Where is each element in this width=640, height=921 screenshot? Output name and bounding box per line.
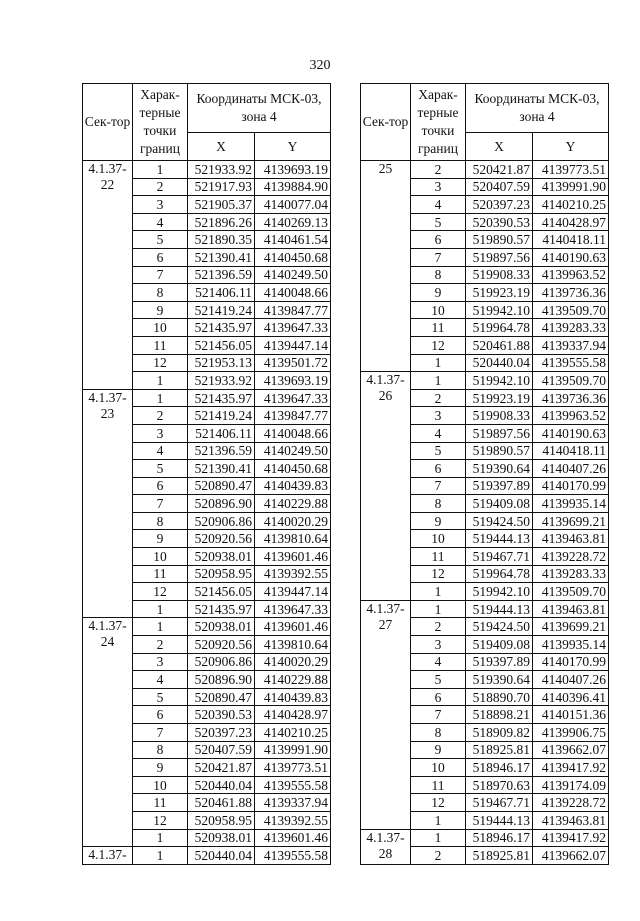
y-cell: 4140461.54 xyxy=(255,231,331,249)
x-cell: 521396.59 xyxy=(188,442,255,460)
table-row xyxy=(83,161,331,179)
y-cell: 4139463.81 xyxy=(533,811,609,829)
point-cell: 1 xyxy=(133,600,188,618)
x-cell: 519390.64 xyxy=(466,671,533,689)
point-cell: 11 xyxy=(133,565,188,583)
y-cell: 4139810.64 xyxy=(255,530,331,548)
point-cell: 10 xyxy=(411,759,466,777)
y-cell: 4139693.19 xyxy=(255,161,331,179)
y-cell: 4139601.46 xyxy=(255,548,331,566)
y-cell: 4139736.36 xyxy=(533,284,609,302)
y-cell: 4139847.77 xyxy=(255,407,331,425)
y-cell: 4139228.72 xyxy=(533,548,609,566)
sector-header: Сек-тор xyxy=(83,84,133,161)
point-cell: 9 xyxy=(411,741,466,759)
point-cell: 12 xyxy=(411,336,466,354)
y-cell: 4140439.83 xyxy=(255,688,331,706)
point-cell: 1 xyxy=(133,389,188,407)
point-cell: 1 xyxy=(133,847,188,865)
y-cell: 4139647.33 xyxy=(255,389,331,407)
y-cell: 4140048.66 xyxy=(255,424,331,442)
y-cell: 4140190.63 xyxy=(533,424,609,442)
x-cell: 520440.04 xyxy=(188,847,255,865)
x-cell: 520421.87 xyxy=(188,759,255,777)
y-cell: 4139509.70 xyxy=(533,372,609,390)
coordinates-table-left xyxy=(82,83,331,865)
x-cell: 519942.10 xyxy=(466,583,533,601)
point-cell: 3 xyxy=(411,178,466,196)
y-cell: 4140020.29 xyxy=(255,653,331,671)
table-row xyxy=(361,372,609,390)
point-cell: 8 xyxy=(133,741,188,759)
point-cell: 8 xyxy=(133,512,188,530)
point-cell: 1 xyxy=(411,372,466,390)
y-cell: 4140048.66 xyxy=(255,284,331,302)
x-cell: 520407.59 xyxy=(188,741,255,759)
y-cell: 4139555.58 xyxy=(255,776,331,794)
y-cell: 4139509.70 xyxy=(533,301,609,319)
y-cell: 4140407.26 xyxy=(533,460,609,478)
x-cell: 519390.64 xyxy=(466,460,533,478)
y-cell: 4140210.25 xyxy=(533,196,609,214)
x-cell: 520958.95 xyxy=(188,565,255,583)
point-cell: 4 xyxy=(133,213,188,231)
y-cell: 4139601.46 xyxy=(255,618,331,636)
point-cell: 8 xyxy=(411,266,466,284)
x-header: X xyxy=(466,133,533,161)
y-cell: 4139417.92 xyxy=(533,829,609,847)
point-cell: 6 xyxy=(133,248,188,266)
point-cell: 9 xyxy=(133,759,188,777)
point-cell: 5 xyxy=(411,442,466,460)
x-cell: 521406.11 xyxy=(188,424,255,442)
point-cell: 1 xyxy=(411,811,466,829)
point-cell: 7 xyxy=(411,477,466,495)
x-cell: 518970.63 xyxy=(466,776,533,794)
point-cell: 4 xyxy=(133,442,188,460)
point-cell: 6 xyxy=(133,477,188,495)
x-cell: 521890.35 xyxy=(188,231,255,249)
x-cell: 518909.82 xyxy=(466,724,533,742)
point-cell: 1 xyxy=(411,829,466,847)
y-cell: 4140418.11 xyxy=(533,231,609,249)
y-cell: 4140428.97 xyxy=(255,706,331,724)
point-cell: 12 xyxy=(133,354,188,372)
x-cell: 519923.19 xyxy=(466,389,533,407)
x-cell: 520440.04 xyxy=(466,354,533,372)
x-cell: 520890.47 xyxy=(188,477,255,495)
y-cell: 4139447.14 xyxy=(255,336,331,354)
point-cell: 11 xyxy=(411,319,466,337)
sector-cell: 4.1.37-22 xyxy=(83,161,133,390)
x-cell: 521419.24 xyxy=(188,407,255,425)
y-cell: 4140428.97 xyxy=(533,213,609,231)
point-cell: 1 xyxy=(411,600,466,618)
y-header: Y xyxy=(255,133,331,161)
point-cell: 1 xyxy=(133,829,188,847)
point-cell: 12 xyxy=(133,811,188,829)
y-cell: 4140190.63 xyxy=(533,248,609,266)
y-cell: 4139693.19 xyxy=(255,372,331,390)
y-cell: 4139991.90 xyxy=(255,741,331,759)
point-cell: 2 xyxy=(133,178,188,196)
point-cell: 5 xyxy=(133,460,188,478)
x-cell: 521933.92 xyxy=(188,372,255,390)
x-cell: 521435.97 xyxy=(188,319,255,337)
x-cell: 520461.88 xyxy=(466,336,533,354)
y-cell: 4139447.14 xyxy=(255,583,331,601)
point-cell: 6 xyxy=(411,688,466,706)
point-cell: 3 xyxy=(133,424,188,442)
point-cell: 10 xyxy=(411,301,466,319)
x-cell: 520407.59 xyxy=(466,178,533,196)
point-cell: 4 xyxy=(133,671,188,689)
y-header: Y xyxy=(533,133,609,161)
point-cell: 6 xyxy=(411,460,466,478)
table-row xyxy=(83,618,331,636)
point-cell: 2 xyxy=(411,161,466,179)
y-cell: 4140210.25 xyxy=(255,724,331,742)
x-header: X xyxy=(188,133,255,161)
point-cell: 3 xyxy=(133,196,188,214)
x-cell: 519942.10 xyxy=(466,372,533,390)
x-cell: 520461.88 xyxy=(188,794,255,812)
point-cell: 3 xyxy=(411,407,466,425)
x-cell: 518946.17 xyxy=(466,829,533,847)
x-cell: 521396.59 xyxy=(188,266,255,284)
points-header: Харак-терные точки границ xyxy=(411,84,466,161)
sector-cell: 4.1.37- xyxy=(83,847,133,865)
sector-header: Сек-тор xyxy=(361,84,411,161)
x-cell: 519467.71 xyxy=(466,548,533,566)
y-cell: 4139963.52 xyxy=(533,407,609,425)
point-cell: 10 xyxy=(133,548,188,566)
x-cell: 521406.11 xyxy=(188,284,255,302)
point-cell: 1 xyxy=(133,618,188,636)
point-cell: 7 xyxy=(133,724,188,742)
y-cell: 4139699.21 xyxy=(533,512,609,530)
x-cell: 519444.13 xyxy=(466,530,533,548)
y-cell: 4139228.72 xyxy=(533,794,609,812)
x-cell: 521896.26 xyxy=(188,213,255,231)
point-cell: 3 xyxy=(411,636,466,654)
point-cell: 11 xyxy=(411,776,466,794)
y-cell: 4139555.58 xyxy=(533,354,609,372)
table-row xyxy=(83,847,331,865)
x-cell: 518946.17 xyxy=(466,759,533,777)
y-cell: 4139847.77 xyxy=(255,301,331,319)
x-cell: 518925.81 xyxy=(466,741,533,759)
y-cell: 4139555.58 xyxy=(255,847,331,865)
point-cell: 8 xyxy=(133,284,188,302)
x-cell: 519409.08 xyxy=(466,495,533,513)
point-cell: 11 xyxy=(133,336,188,354)
table-row xyxy=(361,600,609,618)
point-cell: 12 xyxy=(411,565,466,583)
x-cell: 519942.10 xyxy=(466,301,533,319)
y-cell: 4139699.21 xyxy=(533,618,609,636)
point-cell: 6 xyxy=(133,706,188,724)
y-cell: 4140418.11 xyxy=(533,442,609,460)
point-cell: 3 xyxy=(133,653,188,671)
point-cell: 2 xyxy=(133,407,188,425)
x-cell: 519890.57 xyxy=(466,231,533,249)
x-cell: 518925.81 xyxy=(466,847,533,865)
y-cell: 4139392.55 xyxy=(255,811,331,829)
y-cell: 4139601.46 xyxy=(255,829,331,847)
y-cell: 4139417.92 xyxy=(533,759,609,777)
x-cell: 520958.95 xyxy=(188,811,255,829)
x-cell: 519964.78 xyxy=(466,319,533,337)
x-cell: 520906.86 xyxy=(188,653,255,671)
x-cell: 521953.13 xyxy=(188,354,255,372)
point-cell: 9 xyxy=(411,512,466,530)
x-cell: 520390.53 xyxy=(466,213,533,231)
y-cell: 4139463.81 xyxy=(533,530,609,548)
x-cell: 521456.05 xyxy=(188,583,255,601)
point-cell: 1 xyxy=(133,161,188,179)
x-cell: 519409.08 xyxy=(466,636,533,654)
x-cell: 520938.01 xyxy=(188,618,255,636)
x-cell: 520938.01 xyxy=(188,548,255,566)
sector-cell: 4.1.37-23 xyxy=(83,389,133,618)
point-cell: 5 xyxy=(133,231,188,249)
x-cell: 518898.21 xyxy=(466,706,533,724)
point-cell: 5 xyxy=(133,688,188,706)
point-cell: 12 xyxy=(411,794,466,812)
x-cell: 520397.23 xyxy=(188,724,255,742)
x-cell: 521456.05 xyxy=(188,336,255,354)
y-cell: 4139773.51 xyxy=(533,161,609,179)
x-cell: 519897.56 xyxy=(466,424,533,442)
x-cell: 521390.41 xyxy=(188,460,255,478)
point-cell: 6 xyxy=(411,231,466,249)
point-cell: 2 xyxy=(133,636,188,654)
x-cell: 520920.56 xyxy=(188,530,255,548)
y-cell: 4139337.94 xyxy=(255,794,331,812)
y-cell: 4139810.64 xyxy=(255,636,331,654)
y-cell: 4140020.29 xyxy=(255,512,331,530)
sector-cell: 4.1.37-28 xyxy=(361,829,411,864)
point-cell: 5 xyxy=(411,671,466,689)
point-cell: 9 xyxy=(133,530,188,548)
x-cell: 521419.24 xyxy=(188,301,255,319)
x-cell: 521435.97 xyxy=(188,600,255,618)
y-cell: 4139991.90 xyxy=(533,178,609,196)
point-cell: 7 xyxy=(411,248,466,266)
y-cell: 4140229.88 xyxy=(255,495,331,513)
x-cell: 520920.56 xyxy=(188,636,255,654)
y-cell: 4140151.36 xyxy=(533,706,609,724)
x-cell: 520896.90 xyxy=(188,495,255,513)
table-row xyxy=(361,829,609,847)
y-cell: 4139736.36 xyxy=(533,389,609,407)
x-cell: 520896.90 xyxy=(188,671,255,689)
y-cell: 4140269.13 xyxy=(255,213,331,231)
table-row xyxy=(361,161,609,179)
x-cell: 519424.50 xyxy=(466,618,533,636)
x-cell: 521917.93 xyxy=(188,178,255,196)
y-cell: 4139463.81 xyxy=(533,600,609,618)
x-cell: 520421.87 xyxy=(466,161,533,179)
x-cell: 519397.89 xyxy=(466,653,533,671)
y-cell: 4139647.33 xyxy=(255,600,331,618)
sector-cell: 4.1.37-24 xyxy=(83,618,133,847)
y-cell: 4140229.88 xyxy=(255,671,331,689)
y-cell: 4140450.68 xyxy=(255,460,331,478)
point-cell: 2 xyxy=(411,389,466,407)
y-cell: 4140249.50 xyxy=(255,266,331,284)
point-cell: 7 xyxy=(133,495,188,513)
x-cell: 519897.56 xyxy=(466,248,533,266)
table-row xyxy=(83,389,331,407)
point-cell: 9 xyxy=(133,301,188,319)
y-cell: 4140396.41 xyxy=(533,688,609,706)
points-header: Харак-терные точки границ xyxy=(133,84,188,161)
x-cell: 519908.33 xyxy=(466,266,533,284)
point-cell: 7 xyxy=(133,266,188,284)
x-cell: 519397.89 xyxy=(466,477,533,495)
y-cell: 4139337.94 xyxy=(533,336,609,354)
y-cell: 4139662.07 xyxy=(533,741,609,759)
y-cell: 4139509.70 xyxy=(533,583,609,601)
x-cell: 521905.37 xyxy=(188,196,255,214)
x-cell: 519923.19 xyxy=(466,284,533,302)
x-cell: 519444.13 xyxy=(466,600,533,618)
y-cell: 4139647.33 xyxy=(255,319,331,337)
point-cell: 12 xyxy=(133,583,188,601)
point-cell: 10 xyxy=(133,776,188,794)
point-cell: 4 xyxy=(411,653,466,671)
point-cell: 8 xyxy=(411,495,466,513)
y-cell: 4139935.14 xyxy=(533,636,609,654)
page-number: 320 xyxy=(309,58,331,73)
point-cell: 4 xyxy=(411,196,466,214)
y-cell: 4140450.68 xyxy=(255,248,331,266)
y-cell: 4139174.09 xyxy=(533,776,609,794)
y-cell: 4139884.90 xyxy=(255,178,331,196)
sector-cell: 4.1.37-27 xyxy=(361,600,411,829)
point-cell: 8 xyxy=(411,724,466,742)
y-cell: 4139662.07 xyxy=(533,847,609,865)
x-cell: 520397.23 xyxy=(466,196,533,214)
y-cell: 4140077.04 xyxy=(255,196,331,214)
point-cell: 7 xyxy=(411,706,466,724)
y-cell: 4139773.51 xyxy=(255,759,331,777)
point-cell: 11 xyxy=(133,794,188,812)
x-cell: 520890.47 xyxy=(188,688,255,706)
point-cell: 10 xyxy=(411,530,466,548)
point-cell: 1 xyxy=(411,354,466,372)
x-cell: 519424.50 xyxy=(466,512,533,530)
y-cell: 4139906.75 xyxy=(533,724,609,742)
x-cell: 519444.13 xyxy=(466,811,533,829)
y-cell: 4139963.52 xyxy=(533,266,609,284)
y-cell: 4139501.72 xyxy=(255,354,331,372)
x-cell: 521435.97 xyxy=(188,389,255,407)
y-cell: 4140407.26 xyxy=(533,671,609,689)
x-cell: 519964.78 xyxy=(466,565,533,583)
x-cell: 520906.86 xyxy=(188,512,255,530)
y-cell: 4139392.55 xyxy=(255,565,331,583)
x-cell: 519908.33 xyxy=(466,407,533,425)
coords-header: Координаты МСК-03, зона 4 xyxy=(188,84,331,133)
point-cell: 2 xyxy=(411,847,466,865)
y-cell: 4139283.33 xyxy=(533,319,609,337)
x-cell: 520440.04 xyxy=(188,776,255,794)
y-cell: 4139283.33 xyxy=(533,565,609,583)
coords-header: Координаты МСК-03, зона 4 xyxy=(466,84,609,133)
x-cell: 519467.71 xyxy=(466,794,533,812)
y-cell: 4140170.99 xyxy=(533,653,609,671)
y-cell: 4140249.50 xyxy=(255,442,331,460)
point-cell: 11 xyxy=(411,548,466,566)
coordinates-table-right xyxy=(360,83,609,865)
sector-cell: 25 xyxy=(361,161,411,372)
x-cell: 521933.92 xyxy=(188,161,255,179)
x-cell: 521390.41 xyxy=(188,248,255,266)
x-cell: 518890.70 xyxy=(466,688,533,706)
point-cell: 1 xyxy=(411,583,466,601)
point-cell: 1 xyxy=(133,372,188,390)
sector-cell: 4.1.37-26 xyxy=(361,372,411,601)
point-cell: 9 xyxy=(411,284,466,302)
x-cell: 520390.53 xyxy=(188,706,255,724)
point-cell: 10 xyxy=(133,319,188,337)
point-cell: 2 xyxy=(411,618,466,636)
x-cell: 519890.57 xyxy=(466,442,533,460)
point-cell: 4 xyxy=(411,424,466,442)
y-cell: 4139935.14 xyxy=(533,495,609,513)
y-cell: 4140170.99 xyxy=(533,477,609,495)
x-cell: 520938.01 xyxy=(188,829,255,847)
point-cell: 5 xyxy=(411,213,466,231)
y-cell: 4140439.83 xyxy=(255,477,331,495)
